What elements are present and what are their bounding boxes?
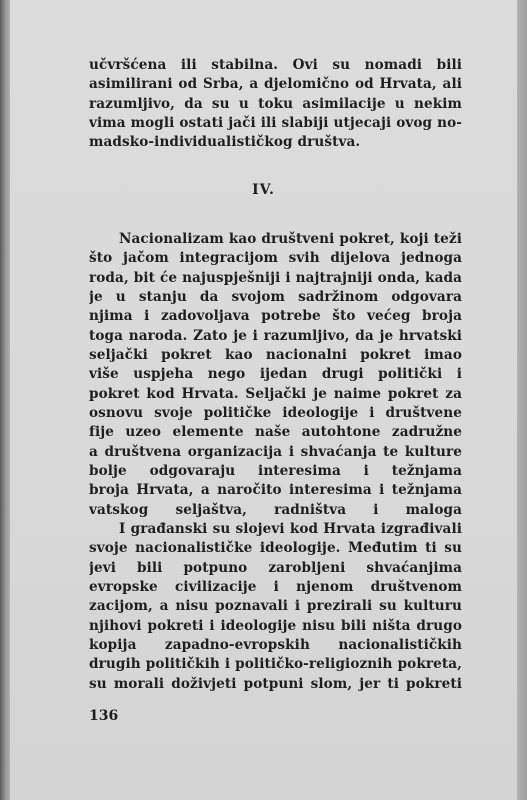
text-line: jevi bili potpuno zarobljeni shvaćanjima [89,559,462,576]
text-line: vatskog seljaštva, radništva i maloga [89,501,462,518]
text-line: a društvena organizacija i shvaćanja te kulture [89,443,462,460]
text-line: fije uzeo elemente naše autohtone zadružne [89,424,462,441]
text-line: seljački pokret kao nacionalni pokret imao [89,347,462,364]
text-line: njihovi pokreti i ideologije nisu bili ništa drugo [89,617,462,634]
text-line: asimilirani od Srba, a djelomično od Hrvata, ali [89,76,462,93]
text-line: roda, bit će najuspješniji i najtrajniji onda, kada [89,269,462,286]
text-line: broja Hrvata, a naročito interesima i težnjama [89,482,462,499]
text-line: I građanski su slojevi kod Hrvata izgrađivali [119,521,462,537]
intro-paragraph [89,56,462,153]
text-line: svoje nacionalističke ideologije. Međutim ti su [89,540,462,557]
text-line: Nacionalizam kao društveni pokret, koji teži [119,231,462,247]
text-line: evropske civilizacije i njenom društvenom [89,579,462,596]
text-line: vima mogli ostati jači ili slabiji utjecaji ovog no- [89,115,462,132]
text-line: su morali doživjeti potpuni slom, jer ti pokreti [89,675,462,692]
text-line: učvršćena ili stabilna. Ovi su nomadi bili [89,57,462,73]
text-line: je u stanju da svojom sadržinom odgovara [89,289,462,306]
paragraph-nationalism [89,230,462,520]
text-line: njima i zadovoljava potrebe što većeg broja [89,308,462,325]
text-line: kopija zapadno-evropskih nacionalističkih [89,637,462,654]
page-number: 136 [89,708,119,724]
text-line: drugih političkih i političko-religioznih pokreta, [89,656,462,673]
text-line: osnovu svoje političke ideologije i društvene [89,405,462,422]
text-line: pokret kod Hrvata. Seljački je naime pokret za [89,385,462,402]
section-heading: IV. [252,182,275,198]
paragraph-civil-classes [89,520,462,694]
text-line: toga naroda. Zato je i razumljivo, da je hrvatski [89,327,462,344]
text-line: madsko-individualističkog društva. [89,134,361,151]
text-line: više uspjeha nego ijedan drugi politički i [89,366,462,383]
text-line: što jačom integracijom svih dijelova jednoga [89,250,462,267]
text-line: bolje odgovaraju interesima i težnjama [89,463,462,480]
text-line: zacijom, a nisu poznavali i prezirali su kulturu [89,598,462,615]
text-line: razumljivo, da su u toku asimilacije u nekim [89,95,462,112]
